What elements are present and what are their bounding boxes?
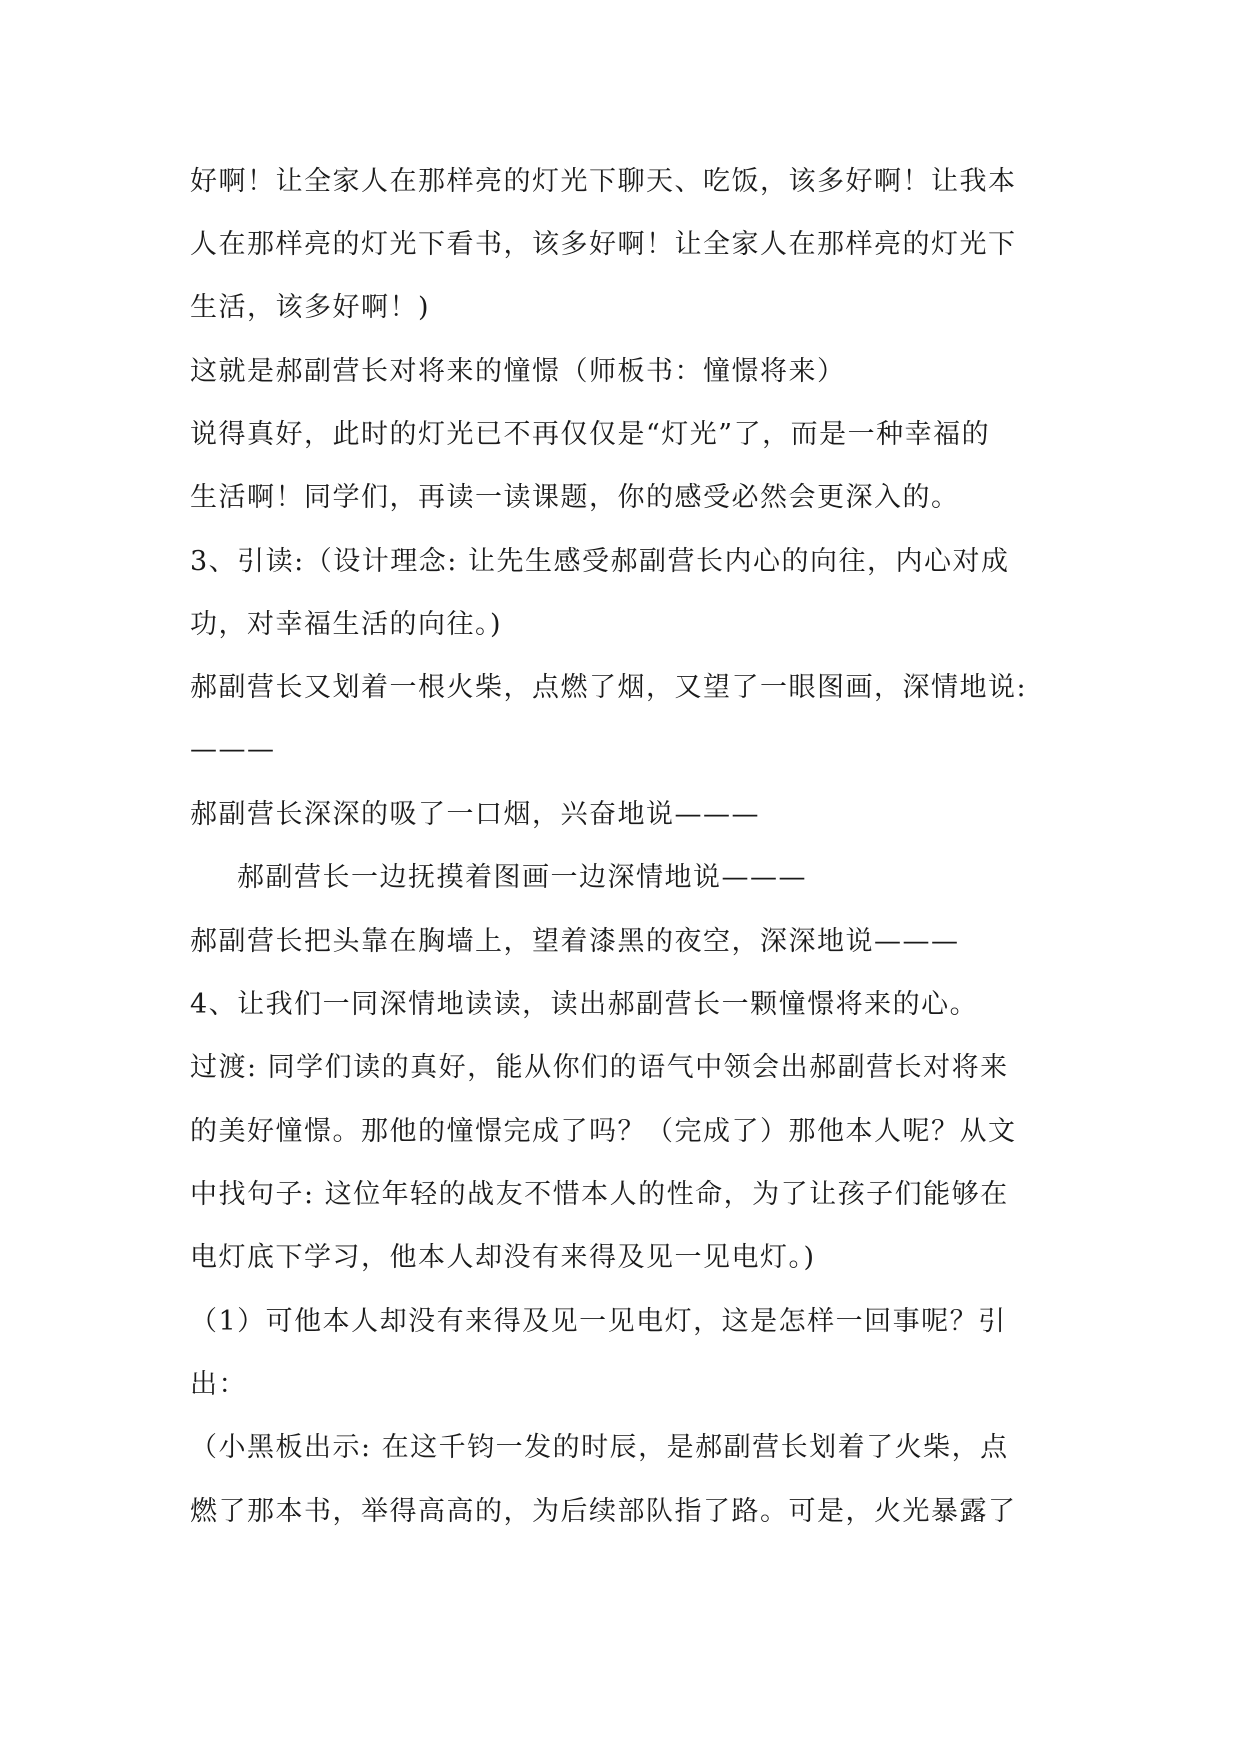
- text-line: 郝副营长深深的吸了一口烟，兴奋地说———: [190, 799, 760, 830]
- text-line: 这就是郝副营长对将来的憧憬（师板书：憧憬将来）: [190, 356, 846, 387]
- text-line: 燃了那本书，举得高高的，为后续部队指了路。可是，火光暴露了: [190, 1496, 1017, 1527]
- text-line: 郝副营长一边抚摸着图画一边深情地说———: [237, 862, 807, 893]
- text-line: 中找句子: 这位年轻的战友不惜本人的性命，为了让孩子们能够在: [190, 1179, 1009, 1210]
- text-line: 生活，该多好啊！): [190, 292, 431, 323]
- text-line: 人在那样亮的灯光下看书，该多好啊！让全家人在那样亮的灯光下: [190, 229, 1017, 260]
- text-line: 说得真好，此时的灯光已不再仅仅是“灯光”了，而是一种幸福的: [190, 419, 991, 450]
- text-line: ———: [190, 734, 276, 765]
- text-line: 好啊！让全家人在那样亮的灯光下聊天、吃饭，该多好啊！让我本: [190, 166, 1017, 197]
- text-line: （小黑板出示: 在这千钧一发的时辰，是郝副营长划着了火柴，点: [190, 1432, 1009, 1463]
- text-line: 郝副营长又划着一根火柴，点燃了烟，又望了一眼图画，深情地说:: [190, 672, 1028, 703]
- text-line: （1）可他本人却没有来得及见一见电灯，这是怎样一回事呢？引: [190, 1306, 1007, 1337]
- text-line: 郝副营长把头靠在胸墙上，望着漆黑的夜空，深深地说———: [190, 926, 960, 957]
- text-line: 生活啊！同学们，再读一读课题，你的感受必然会更深入的。: [190, 482, 960, 513]
- text-line: 的美好憧憬。那他的憧憬完成了吗？（完成了）那他本人呢？从文: [190, 1116, 1017, 1147]
- text-line: 功，对幸福生活的向往。): [190, 609, 503, 640]
- text-line: 4、让我们一同深情地读读，读出郝副营长一颗憧憬将来的心。: [190, 989, 979, 1020]
- text-line: 过渡: 同学们读的真好，能从你们的语气中领会出郝副营长对将来: [190, 1052, 1009, 1083]
- text-line: 出：: [190, 1369, 247, 1400]
- text-line: 3、引读:（设计理念: 让先生感受郝副营长内心的向往，内心对成: [190, 546, 1010, 577]
- text-line: 电灯底下学习，他本人却没有来得及见一见电灯。): [190, 1242, 816, 1273]
